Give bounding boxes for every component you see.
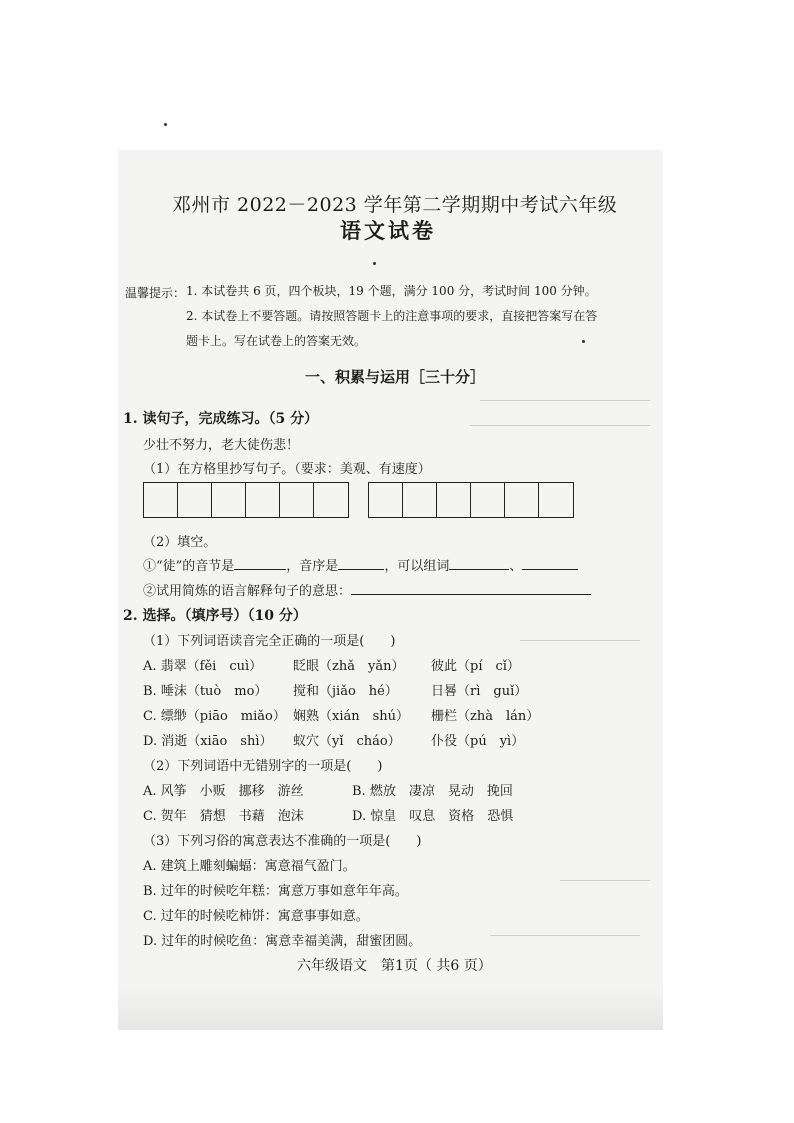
q2-p1-c1: C. 缥缈（piāo miǎo） xyxy=(143,709,286,724)
q2-p3-d: D. 过年的时候吃鱼：寓意幸福美满，甜蜜团圆。 xyxy=(143,934,422,949)
q2-p1-a2: 眨眼（zhǎ yǎn） xyxy=(293,659,405,674)
q2-p1-b2: 搅和（jiǎo hé） xyxy=(293,684,398,699)
fill1-text-d: 、 xyxy=(509,559,523,574)
q2-p1-d1: D. 消逝（xiāo shì） xyxy=(143,734,273,749)
fill-blank xyxy=(522,557,578,570)
fill2-text: ②试用简炼的语言解释句子的意思： xyxy=(143,584,352,599)
fill-blank xyxy=(234,557,286,570)
section-title: 一、积累与运用［三十分］ xyxy=(305,368,486,386)
q2-p1-d3: 仆役（pú yì） xyxy=(431,734,525,749)
q2-p3-stem: （3）下列习俗的寓意表达不准确的一项是( ) xyxy=(143,834,422,849)
q2-p1-stem: （1）下列词语读音完全正确的一项是( ) xyxy=(143,634,396,649)
q1-sub2: （2）填空。 xyxy=(143,535,217,550)
fill1-text-c: ，可以组词 xyxy=(384,559,450,574)
speck xyxy=(164,123,167,126)
bleed-through-line xyxy=(490,935,640,936)
q2-p3-c: C. 过年的时候吃柿饼：寓意事事如意。 xyxy=(143,909,369,924)
fill-blank xyxy=(449,557,509,570)
q2-p1-d2: 蚁穴（yǐ cháo） xyxy=(293,734,401,749)
bleed-through-line xyxy=(520,640,640,641)
q2-p1-b1: B. 唾沫（tuò mo） xyxy=(143,684,268,699)
page-footer: 六年级语文 第1页（ 共6 页） xyxy=(297,958,492,974)
q2-p1-a3: 彼此（pí cǐ） xyxy=(431,659,520,674)
q2-p1-c3: 栅栏（zhà lán） xyxy=(431,709,540,724)
q1-fill-2 xyxy=(143,580,591,599)
q1-heading: 1. 读句子，完成练习。（5 分） xyxy=(123,411,319,427)
q1-sentence: 少壮不努力，老大徒伤悲！ xyxy=(143,438,300,453)
tips-line-3: 题卡上。写在试卷上的答案无效。 xyxy=(186,334,367,348)
fill1-text-b: ，音序是 xyxy=(286,559,339,574)
paper-bottom-shade xyxy=(118,985,663,1030)
exam-title: 邓州市 2022－2023 学年第二学期期中考试六年级 xyxy=(172,194,618,216)
bleed-through-line xyxy=(480,400,650,401)
tips-label: 温馨提示： xyxy=(125,286,186,300)
fill-blank xyxy=(338,557,384,570)
copy-grid-left xyxy=(143,482,349,518)
q2-p2-c: C. 贺年 猜想 书藉 泡沫 xyxy=(143,809,304,824)
fill1-text-a: ①“徒”的音节是 xyxy=(143,559,235,574)
copy-grid-right xyxy=(368,482,574,518)
q1-sub1: （1）在方格里抄写句子。（要求：美观、有速度） xyxy=(143,462,431,477)
tips-line-1: 1. 本试卷共 6 页，四个板块，19 个题，满分 100 分，考试时间 100 分钟。 xyxy=(186,284,597,298)
bleed-through-line xyxy=(470,425,650,426)
q2-heading: 2. 选择。（填序号）（10 分） xyxy=(123,608,307,624)
exam-subtitle: 语文试卷 xyxy=(340,218,436,243)
speck xyxy=(373,262,376,265)
q1-fill-1 xyxy=(143,555,578,574)
q2-p1-c2: 娴熟（xián shú） xyxy=(293,709,410,724)
q2-p2-stem: （2）下列词语中无错别字的一项是( ) xyxy=(143,759,383,774)
q2-p2-b: B. 燃放 凄凉 晃动 挽回 xyxy=(352,784,513,799)
q2-p3-b: B. 过年的时候吃年糕：寓意万事如意年年高。 xyxy=(143,884,408,899)
q2-p1-a1: A. 翡翠（fěi cuì） xyxy=(143,659,263,674)
q2-p1-b3: 日晷（rì guǐ） xyxy=(431,684,528,699)
fill-blank xyxy=(351,582,591,595)
bleed-through-line xyxy=(560,880,650,881)
tips-line-2: 2. 本试卷上不要答题。请按照答题卡上的注意事项的要求，直接把答案写在答 xyxy=(186,309,598,323)
speck xyxy=(582,340,585,343)
q2-p2-a: A. 风筝 小贩 挪移 游丝 xyxy=(143,784,304,799)
q2-p2-d: D. 惊皇 叹息 资格 恐惧 xyxy=(352,809,514,824)
q2-p3-a: A. 建筑上雕刻蝙蝠：寓意福气盈门。 xyxy=(143,859,356,874)
